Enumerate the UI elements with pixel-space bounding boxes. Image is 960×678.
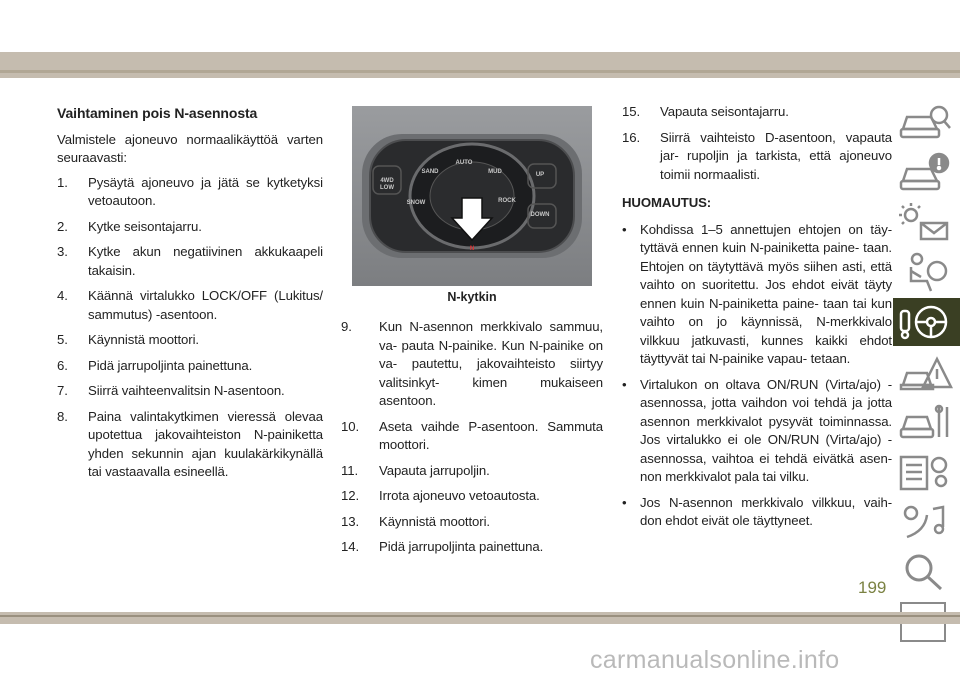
note-title: HUOMAUTUS: [622, 195, 712, 210]
column-1 [57, 104, 323, 489]
step-number: 3. [57, 244, 68, 259]
label-neutral: N [469, 246, 475, 252]
seat-airbag-icon [897, 251, 953, 293]
step-text: Siirrä vaihteenvalitsin N-asentoon. [88, 383, 285, 398]
tab-seat-airbag[interactable] [893, 248, 957, 296]
step-item [57, 243, 323, 280]
step-text: Kytke seisontajarru. [88, 218, 202, 234]
column-3 [622, 103, 892, 538]
bullet-dot: • [622, 376, 627, 392]
tab-settings-list[interactable] [893, 448, 957, 496]
step-number: 5. [57, 332, 68, 347]
tab-music-gps[interactable] [893, 498, 957, 546]
step-number: 6. [57, 357, 68, 373]
step-number: 16. [622, 129, 641, 145]
step-item [57, 287, 323, 324]
step-number: 8. [57, 408, 68, 424]
step-number: 4. [57, 288, 68, 303]
step-item [57, 408, 323, 482]
step-item [341, 462, 603, 481]
step-item [57, 331, 323, 350]
intro-text: Valmistele ajoneuvo normaalikäyttöä varten seuraavasti: [57, 131, 323, 165]
n-switch-illustration [352, 106, 592, 286]
label-up: UP [535, 172, 545, 178]
step-item [341, 418, 603, 455]
note-bullet [622, 494, 892, 531]
step-number: 14. [341, 539, 360, 554]
label-snow: SNOW [406, 200, 426, 206]
note-text: Virtalukon on oltava ON/RUN (Virta/ajo) -asennossa, jotta vaihdon voi tehdä ja jotta asennon merkkivalot pysyvät toiminnassa. Jos virtalukko ei ole ON/RUN (Virta/ajo) -asennossa, vaihtoa ei tehdä eivätkä asen- non merkkivalot pala tai vilku. [640, 376, 892, 484]
music-gps-icon [897, 501, 953, 543]
label-auto: AUTO [455, 160, 473, 166]
step-text: Kun N-asennon merkkivalo sammuu, va- pauta N-painike. Kun N-painike on va- pautettu, jakovaihteisto siirtyy valitsinkyt- kimen mukaiseen asentoon. [379, 319, 603, 408]
step-item [57, 174, 323, 211]
step-item [341, 538, 603, 557]
step-number: 2. [57, 218, 68, 234]
step-text: Käynnistä moottori. [88, 332, 199, 347]
warning-triangle-icon [897, 351, 953, 393]
step-text: Aseta vaihde P-asentoon. Sammuta moottori. [379, 418, 603, 452]
step-text: Pidä jarrupoljinta painettuna. [88, 357, 253, 373]
n-switch-figure [352, 106, 592, 286]
step-number: 13. [341, 513, 360, 529]
tab-car-alert[interactable] [893, 148, 957, 196]
label-rock: ROCK [498, 198, 516, 204]
steps-list-1 [57, 174, 323, 482]
note-bullet [622, 376, 892, 487]
step-text: Irrota ajoneuvo vetoautosta. [379, 488, 540, 503]
step-number: 10. [341, 418, 360, 434]
tab-search[interactable] [893, 548, 957, 596]
label-sand: SAND [421, 169, 439, 175]
settings-list-icon [897, 451, 953, 493]
bottom-band-line [0, 615, 960, 617]
section-heading: Vaihtaminen pois N-asennosta [57, 105, 258, 121]
car-tools-icon [897, 401, 953, 443]
step-item [57, 357, 323, 376]
label-down: DOWN [530, 212, 550, 218]
step-number: 9. [341, 319, 352, 334]
tab-car-tools[interactable] [893, 398, 957, 446]
tab-steering-key[interactable] [893, 298, 960, 346]
step-number: 15. [622, 104, 641, 119]
bullet-dot: • [622, 494, 627, 510]
step-text: Kytke akun negatiivinen akkukaapeli takaisin. [88, 244, 323, 278]
page-number: 199 [858, 578, 887, 597]
step-text: Pidä jarrupoljinta painettuna. [379, 539, 544, 554]
step-number: 1. [57, 174, 68, 190]
step-item [622, 103, 892, 122]
car-alert-icon [897, 151, 953, 193]
light-message-icon [897, 201, 953, 243]
steering-key-icon [897, 301, 953, 343]
tab-warning-triangle[interactable] [893, 348, 957, 396]
step-text: Käynnistä moottori. [379, 513, 490, 529]
step-item [622, 129, 892, 185]
top-band [0, 52, 960, 78]
top-band-line [0, 70, 960, 73]
search-icon [897, 551, 953, 593]
car-info-icon [897, 101, 953, 143]
step-text: Paina valintakytkimen vieressä olevaa upotettua jakovaihteiston N-painiketta yhden sekunnin ajan kuulakärkikynällä tai vastaavalla esineellä. [88, 408, 323, 479]
step-text: Siirrä vaihteisto D-asentoon, vapauta jar- rupoljin ja tarkista, että ajoneuvo toimii normaalisti. [660, 129, 892, 182]
label-4wd: 4WD [380, 178, 394, 184]
tab-light-message[interactable] [893, 198, 957, 246]
bottom-band [0, 612, 960, 624]
step-text: Käännä virtalukko LOCK/OFF (Lukitus/ sammutus) -asentoon. [88, 288, 323, 322]
step-item [341, 487, 603, 506]
bullet-dot: • [622, 221, 627, 237]
tab-car-info[interactable] [893, 98, 957, 146]
chapter-sidebar [893, 98, 960, 648]
label-low: LOW [380, 185, 394, 191]
step-text: Vapauta jarrupoljin. [379, 462, 490, 478]
step-text: Pysäytä ajoneuvo ja jätä se kytketyksi vetoautoon. [88, 174, 323, 208]
step-number: 11. [341, 462, 359, 478]
figure-caption: N-kytkin [447, 290, 497, 304]
step-number: 7. [57, 383, 68, 398]
step-item [57, 382, 323, 401]
step-text: Vapauta seisontajarru. [660, 104, 789, 119]
step-number: 12. [341, 488, 360, 503]
note-text: Jos N-asennon merkkivalo vilkkuu, vaih- don ehdot eivät ole täyttyneet. [640, 494, 892, 528]
step-item [341, 513, 603, 532]
watermark-text: carmanualsonline.info [590, 646, 840, 674]
label-mud: MUD [488, 169, 502, 175]
step-item [57, 218, 323, 237]
column-2 [341, 318, 603, 564]
step-item [341, 318, 603, 411]
note-bullet [622, 221, 892, 369]
note-text: Kohdissa 1–5 annettujen ehtojen on täy- tyttävä ennen kuin N-painiketta paine- taan. Ehtojen on täytyttävä myös siihen asti, että vaihto on suoritettu. Jos ehdot eivät täyty ennen kuin N-painiketta paine- taan tai kun vaihto on jo käynnissä, N-merkkivalo vilkkuu jatkuvasti, kunnes kaikki ehdot täyttyvät tai N-painike vapau- tetaan. [640, 221, 892, 366]
